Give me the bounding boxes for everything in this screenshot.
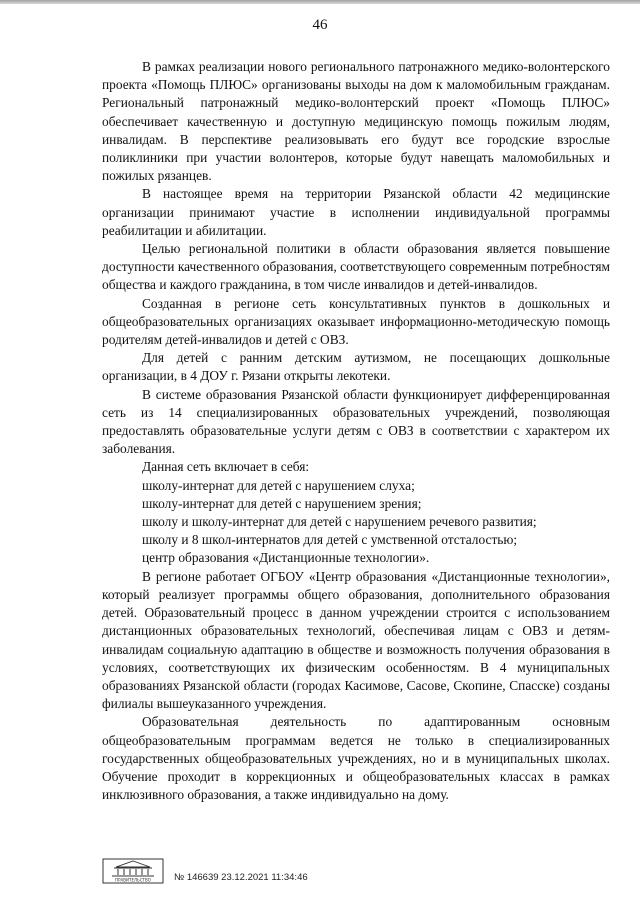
paragraph: В системе образования Рязанской области функционирует дифференцированная сеть из 14 специализированных образовательных учреждений, позволяющая предоставлять образовательные услуги детям с ОВЗ в соответствии с характером их заболевания.	[102, 386, 610, 457]
document-registration-stamp: № 146639 23.12.2021 11:34:46	[174, 872, 308, 883]
paragraph: Для детей с ранним детским аутизмом, не посещающих дошкольные организации, в 4 ДОУ г. Рязани открыты лекотеки.	[102, 350, 610, 384]
paragraph: Созданная в регионе сеть консультативных пунктов в дошкольных и общеобразовательных организациях оказывает информационно-методическую помощь родителям детей-инвалидов и детей с ОВЗ.	[102, 295, 610, 348]
document-body	[102, 58, 610, 804]
paragraph: В настоящее время на территории Рязанской области 42 медицинские организации принимают участие в исполнении индивидуальной программы реабилитации и абилитации.	[102, 186, 610, 238]
paragraph: В рамках реализации нового регионального патронажного медико-волонтерского проекта «Помощь ПЛЮС» организованы выходы на дом к маломобильным гражданам. Региональный патронажный медико-волонтерский проект «Помощь ПЛЮС» обеспечивает качественную и доступную медицинскую помощь пожилым людям, инвалидам. В перспективе реализовывать его будут все городские взрослые поликлиники при участии волонтеров, которые будут навещать маломобильных и пожилых рязанцев.	[102, 59, 610, 184]
list-item: центр образования «Дистанционные технологии».	[142, 550, 430, 566]
seal-caption: ПРАВИТЕЛЬСТВО	[115, 877, 151, 883]
paragraph: Целью региональной политики в области образования является повышение доступности качественного образования, соответствующего современным потребностям общества и каждого гражданина, в том числе инвалидов и детей-инвалидов.	[102, 241, 610, 293]
paragraph: Данная сеть включает в себя:	[142, 459, 310, 475]
page-number: 46	[312, 17, 328, 33]
paragraph: В регионе работает ОГБОУ «Центр образования «Дистанционные технологии», который реализует программы общего образования, дополнительного образования детей. Образовательный процесс в данном учреждении строится с использованием дистанционных образовательных технологий, обеспечивая лицам с ОВЗ и детям-инвалидам социальную адаптацию в обществе и возможность получения образования в условиях, соответствующих их физическим особенностям. В 4 муниципальных образованиях Рязанской области (городах Касимове, Сасове, Скопине, Спасске) созданы филиалы вышеуказанного учреждения.	[102, 568, 610, 712]
document-footer	[102, 858, 502, 888]
list-item: школу-интернат для детей с нарушением слуха;	[142, 477, 415, 493]
list-item: школу и 8 школ-интернатов для детей с умственной отсталостью;	[142, 532, 518, 548]
paragraph: Образовательная деятельность по адаптированным основным общеобразовательным программам ведется не только в специализированных государственных общеобразовательных учреждениях, но и в муниципальных школах. Обучение проходит в коррекционных и общеобразовательных классах в рамках инклюзивного образования, а также индивидуально на дому.	[102, 714, 610, 803]
government-building-seal-icon	[102, 858, 164, 884]
list-item: школу-интернат для детей с нарушением зрения;	[142, 495, 422, 511]
scan-edge	[0, 0, 640, 4]
list-item: школу и школу-интернат для детей с нарушением речевого развития;	[142, 514, 537, 530]
